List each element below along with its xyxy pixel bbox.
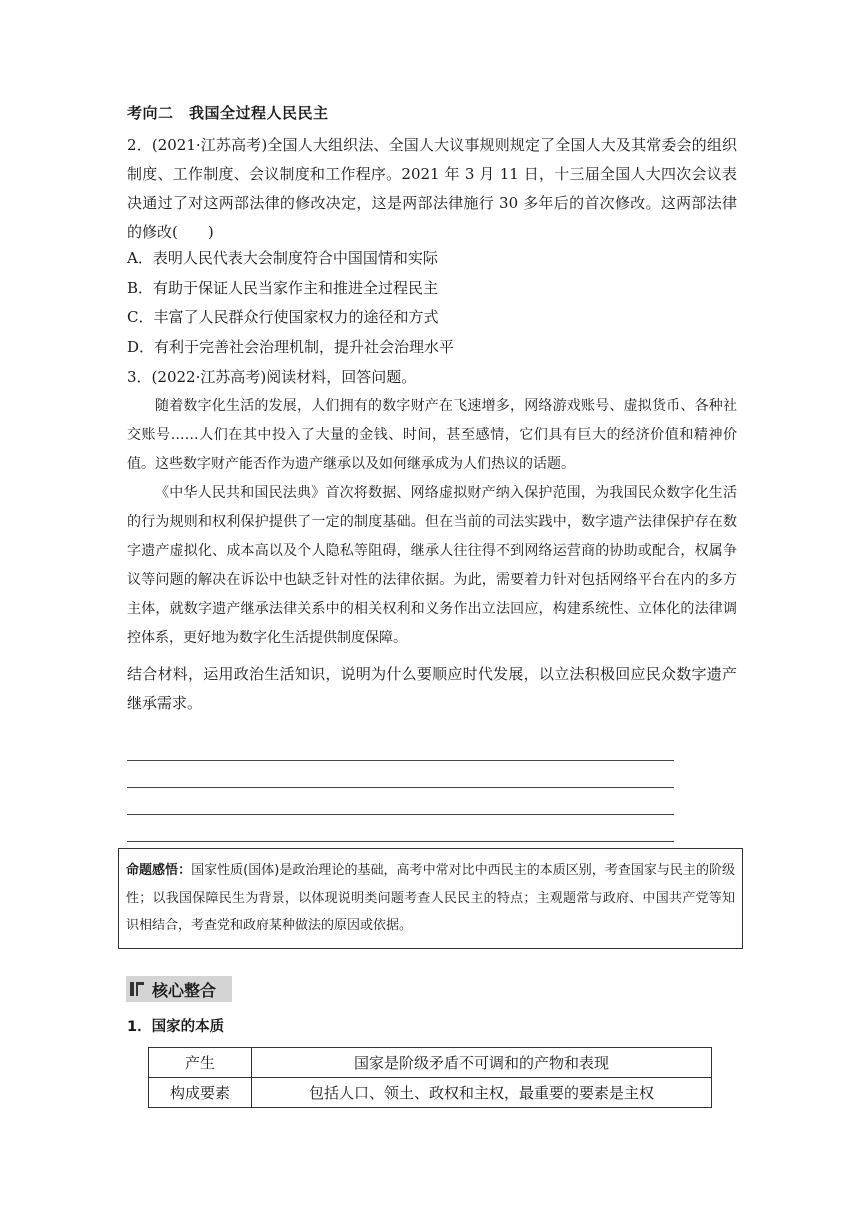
- option-d: D．有利于完善社会治理机制，提升社会治理水平: [127, 337, 455, 356]
- material-paragraph-2: 《中华人民共和国民法典》首次将数据、网络虚拟财产纳入保护范围，为我国民众数字化生活的行为规则和权利保护提供了一定的制度基础。但在当前的司法实践中，数字遗产法律保护存在数字遗产虚拟化、成本高以及个人隐私等阻碍，继承人往往得不到网络运营商的协助或配合，权属争议等问题的解决在诉讼中也缺乏针对性的法律依据。为此，需要着力针对包括网络平台在内的多方主体，就数字遗产继承法律关系中的相关权利和义务作出立法回应，构建系统性、立体化的法律调控体系，更好地为数字化生活提供制度保障。: [127, 485, 737, 646]
- table-cell: 包括人口、领土、政权和主权，最重要的要素是主权: [252, 1078, 712, 1108]
- option-c: C．丰富了人民群众行使国家权力的途径和方式: [127, 308, 439, 326]
- table-cell: 国家是阶级矛盾不可调和的产物和表现: [252, 1048, 712, 1078]
- question-2-stem: 2．(2021·江苏高考)全国人大组织法、全国人大议事规则规定了全国人大及其常委会的组织制度、工作制度、会议制度和工作程序。2021 年 3 月 11 日，十三届全国人大四次会议表决通过了对这两部法律的修改决定，这是两部法律施行 30 多年后的首次修改。这两部法律的修改( ): [127, 136, 737, 241]
- question-3-stem: 3．(2022·江苏高考)阅读材料，回答问题。: [127, 368, 417, 386]
- state-nature-table: [148, 1047, 712, 1108]
- insight-text: 国家性质(国体)是政治理论的基础，高考中常对比中西民主的本质区别，考查国家与民主的阶级性；以我国保障民生为背景，以体现说明类问题考查人民民主的特点；主观题常与政府、中国共产党等知识相结合，考查党和政府某种做法的原因或依据。: [126, 863, 735, 933]
- question-2-options: [127, 244, 737, 362]
- table-cell-header: 构成要素: [149, 1078, 252, 1108]
- answer-line: [127, 761, 674, 788]
- table-row: [149, 1048, 712, 1078]
- insight-box: [118, 848, 743, 949]
- answer-lines: [127, 734, 674, 842]
- table-row: [149, 1078, 712, 1108]
- reading-material: [127, 392, 737, 653]
- insight-label: 命题感悟：: [126, 863, 192, 878]
- answer-line: [127, 734, 674, 761]
- core-integration-title: 核心整合: [152, 980, 217, 1000]
- material-paragraph-1: 随着数字化生活的发展，人们拥有的数字财产在飞速增多，网络游戏账号、虚拟货币、各种社交账号……人们在其中投入了大量的金钱、时间，甚至感情，它们具有巨大的经济价值和精神价值。这些数字财产能否作为遗产继承以及如何继承成为人们热议的话题。: [127, 398, 737, 472]
- section-marker-icon: [130, 982, 144, 996]
- option-a: A．表明人民代表大会制度符合中国国情和实际: [127, 249, 438, 267]
- answer-line: [127, 788, 674, 815]
- option-b: B．有助于保证人民当家作主和推进全过程民主: [127, 278, 439, 297]
- core-integration-banner: [126, 976, 232, 1002]
- answer-line: [127, 815, 674, 842]
- subsection-title: 1．国家的本质: [127, 1019, 225, 1035]
- table-cell-header: 产生: [149, 1048, 252, 1078]
- question-3-task: 结合材料，运用政治生活知识，说明为什么要顺应时代发展，以立法积极回应民众数字遗产继承需求。: [127, 665, 737, 712]
- section-title: 考向二 我国全过程人民民主: [127, 104, 329, 122]
